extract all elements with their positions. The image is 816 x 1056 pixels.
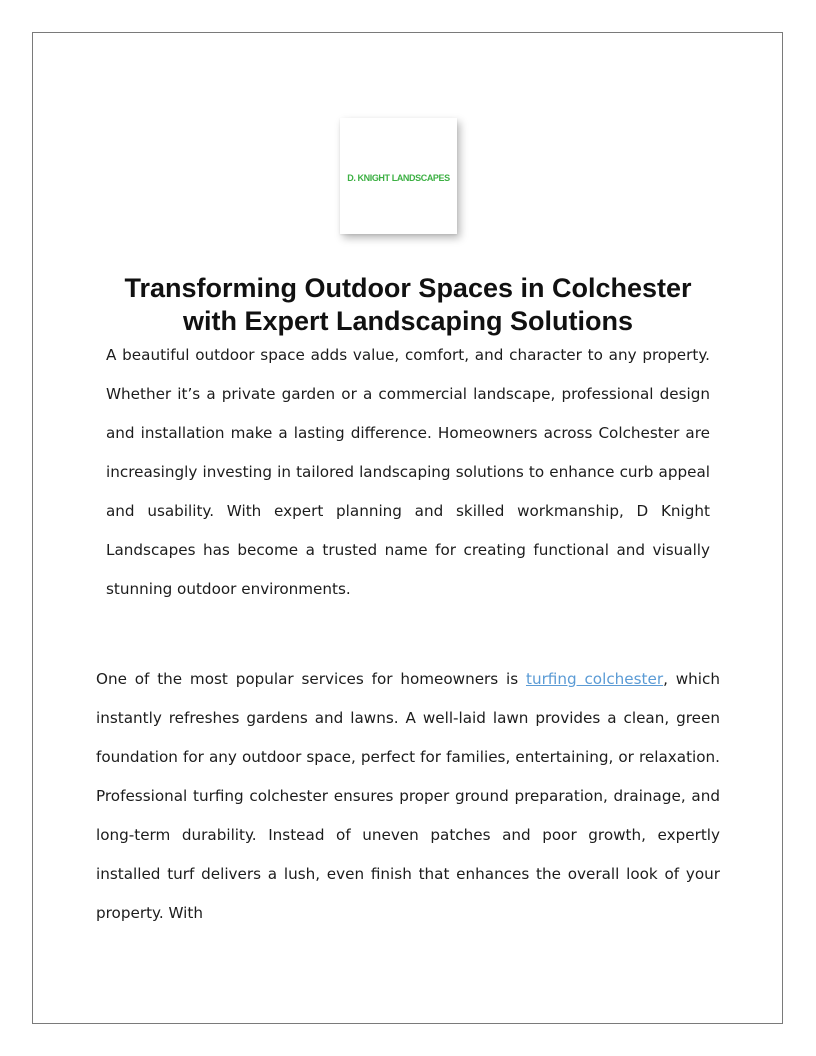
paragraph-text-before-link: One of the most popular services for homeowners is bbox=[96, 670, 526, 688]
turfing-colchester-link[interactable]: turfing colchester bbox=[525, 670, 664, 688]
paragraph-text-after-link: , which instantly refreshes gardens and lawns. A well-laid lawn provides a clean, green foundation for any outdoor space, perfect for families, entertaining, or relaxation. Professional turfing colchester ensures proper ground preparation, drainage, and long-term durability. Instead of uneven patches and poor growth, expertly installed turf delivers a lush, even finish that enhances the overall look of your property. With bbox=[96, 670, 720, 922]
company-logo bbox=[340, 118, 457, 234]
logo-text: D. KNIGHT LANDSCAPES bbox=[347, 173, 450, 183]
turfing-paragraph bbox=[96, 660, 720, 933]
intro-paragraph: A beautiful outdoor space adds value, comfort, and character to any property. Whether it’s a private garden or a commercial landscape, professional design and installation make a lasting difference. Homeowners across Colchester are increasingly investing in tailored landscaping solutions to enhance curb appeal and usability. With expert planning and skilled workmanship, D Knight Landscapes has become a trusted name for creating functional and visually stunning outdoor environments. bbox=[106, 346, 710, 598]
article-title: Transforming Outdoor Spaces in Colchester with Expert Landscaping Solutions bbox=[124, 273, 692, 336]
